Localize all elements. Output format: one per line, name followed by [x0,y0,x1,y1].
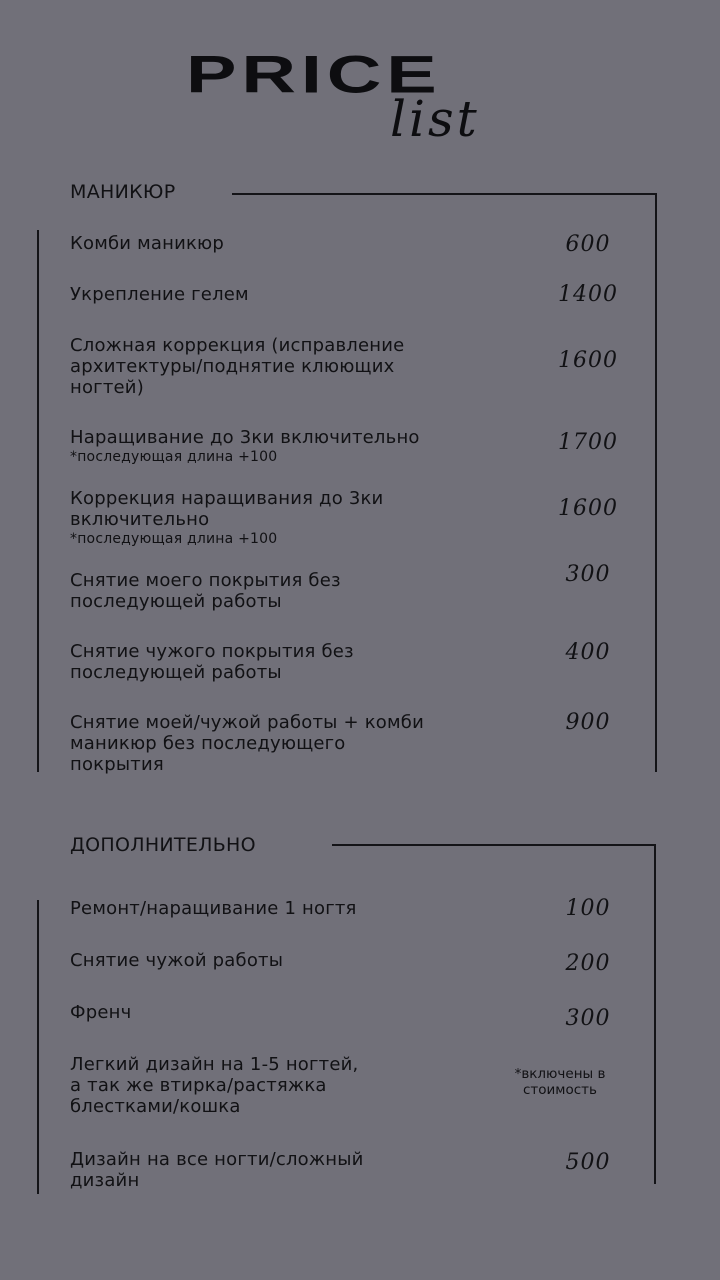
item-price: 200 [565,951,611,976]
item-name-line: последующей работы [70,591,282,612]
item-price: 100 [565,896,611,921]
item-name-line: Снятие чужого покрытия без [70,641,354,662]
item-name-line: Снятие моего покрытия без [70,570,341,591]
item-price: 1400 [558,282,618,307]
item-name-line: блестками/кошка [70,1096,241,1117]
list-subtitle: list [390,90,480,148]
item-name-line: Укрепление гелем [70,284,249,305]
item-name-line: Наращивание до 3ки включительно [70,427,420,448]
item-price: 300 [565,1006,611,1031]
item-name-line: Френч [70,1002,132,1023]
item-name-line: Ремонт/наращивание 1 ногтя [70,898,357,919]
section-manicure-right-rule [655,193,657,772]
included-in-price-note [495,1066,625,1098]
item-note: *последующая длина +100 [70,531,278,547]
item-name-line: ногтей) [70,377,144,398]
item-name-line: Снятие моей/чужой работы + комби [70,712,424,733]
item-price: 500 [565,1150,611,1175]
item-name-line: Снятие чужой работы [70,950,284,971]
item-name-line: последующей работы [70,662,282,683]
item-name-line: включительно [70,509,210,530]
list-item [70,427,470,466]
item-name-line: архитектуры/поднятие клюющих [70,356,395,377]
list-item [70,950,470,971]
item-name-line: Комби маникюр [70,233,225,254]
price-note-line: стоимость [522,1082,597,1098]
item-price: 600 [565,232,611,257]
item-price: 1600 [558,348,618,373]
list-item [70,1002,470,1023]
list-item [70,284,470,305]
list-item [70,570,470,612]
section-manicure-top-rule [232,193,657,195]
section-title-extra: ДОПОЛНИТЕЛЬНО [70,834,256,856]
list-item [70,898,470,919]
item-name-line: покрытия [70,754,164,775]
item-name-line: маникюр без последующего [70,733,346,754]
section-extra-top-rule [332,844,656,846]
item-price: 900 [565,710,611,735]
section-extra-left-rule [37,900,39,1194]
item-note: *последующая длина +100 [70,449,278,465]
item-name-line: Коррекция наращивания до 3ки [70,488,384,509]
item-name-line: Сложная коррекция (исправление [70,335,405,356]
price-note-line: *включены в [514,1066,606,1082]
item-name-line: Легкий дизайн на 1-5 ногтей, [70,1054,359,1075]
price-title: PRICE [186,45,442,105]
item-price: 300 [565,562,611,587]
list-item [70,1149,470,1191]
list-item [70,1054,470,1117]
list-item [70,233,470,254]
item-price: 400 [565,640,611,665]
list-item [70,488,470,548]
section-extra-right-rule [654,844,656,1184]
section-manicure-left-rule [37,230,39,772]
item-name-line: дизайн [70,1170,140,1191]
section-title-manicure: МАНИКЮР [70,181,176,203]
list-item [70,712,470,775]
item-price: 1600 [558,496,618,521]
list-item [70,335,470,398]
list-item [70,641,470,683]
item-name-line: а так же втирка/растяжка [70,1075,327,1096]
item-name-line: Дизайн на все ногти/сложный [70,1149,364,1170]
item-price: 1700 [558,430,618,455]
